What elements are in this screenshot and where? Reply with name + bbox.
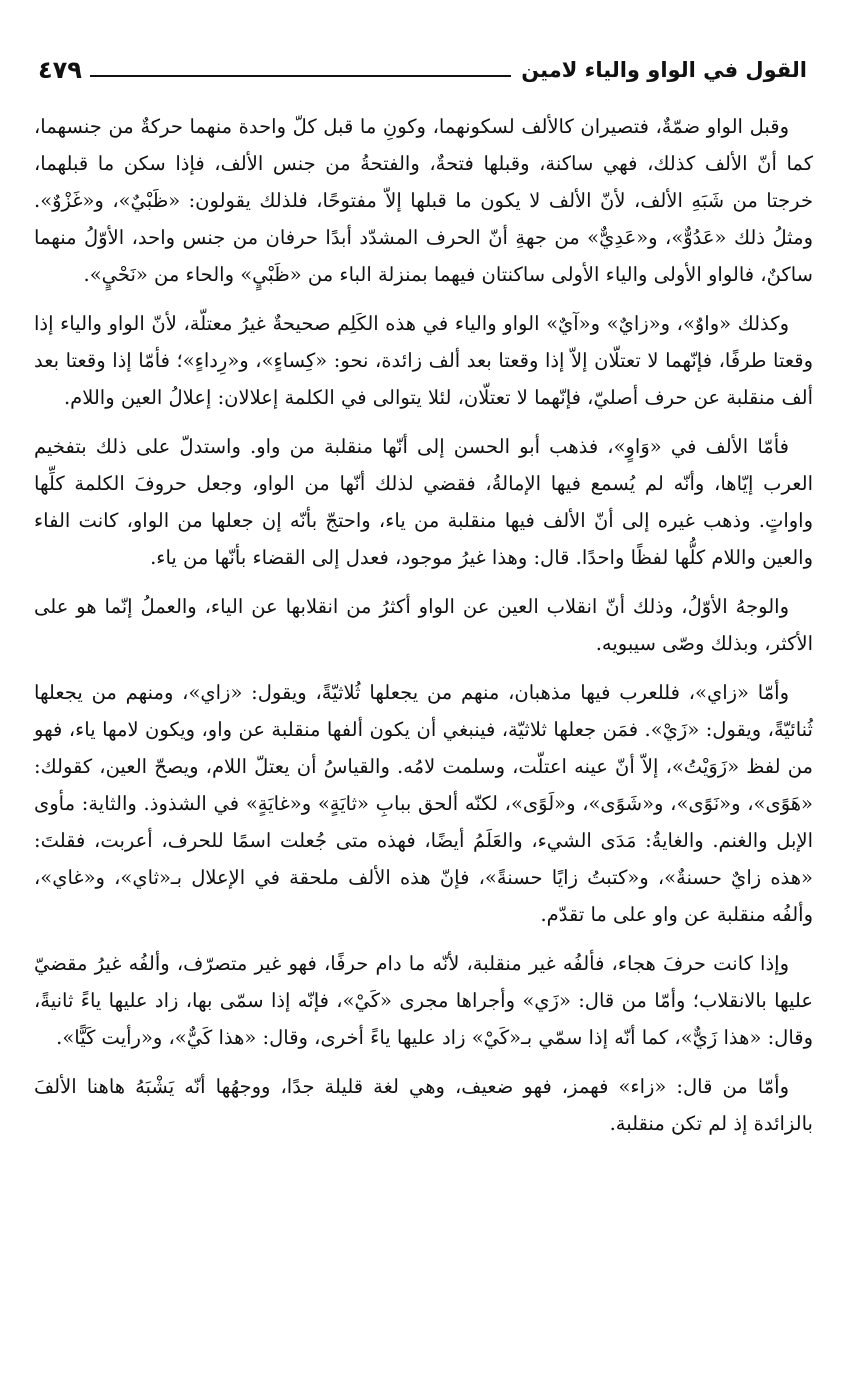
paragraph: وكذلك «واوٌ»، و«زايٌ» و«آيٌ» الواو والياء في هذه الكَلِم صحيحةٌ غيرُ معتلّة، لأنّ الواو والياء إذا وقعتا طرفًا، فإنّهما لا تعتلّان إلاّ إذا وقعتا بعد ألف زائدة، نحو: «كِساءٍ»، و«رِداءٍ»؛ فأمّا إذا وقعتا بعد ألف منقلبة عن حرف أصليّ، فإنّهما لا تعتلّان، لئلا يتوالى في الكلمة إعلالان: إعلالُ العين واللام.	[34, 312, 813, 409]
paragraph: وأمّا من قال: «زاء» فهمز، فهو ضعيف، وهي لغة قليلة جدًا، ووجهُها أنّه يَشْبَهُ هاهنا الألفَ بالزائدة إذ لم تكن منقلبة.	[34, 1075, 813, 1135]
paragraph: وإذا كانت حرفَ هجاء، فألفُه غير منقلبة، لأنّه ما دام حرفًا، فهو غير متصرّف، وألفُه غيرُ مقضيّ عليها بالانقلاب؛ وأمّا من قال: «زَي» وأجراها مجرى «كَيْ»، فإنّه إذا سمّى بها، زاد عليها ياءً ثانيةً، وقال: «هذا زَيٌّ»، كما أنّه إذا سمّي بـ«كَيْ» زاد عليها ياءً أخرى، وقال: «هذا كَيٌّ»، و«رأيت كَيًّا».	[34, 952, 813, 1049]
paragraph: وقبل الواو ضمّةٌ، فتصيران كالألف لسكونهما، وكونِ ما قبل كلّ واحدة منهما حركةٌ من جنسهما، كما أنّ الألف كذلك، فهي ساكنة، وقبلها فتحةٌ، والفتحةُ من جنس الألف، فإذا سكن ما قبلهما، خرجتا من شَبَهِ الألف، لأنّ الألف لا يكون ما قبلها إلاّ مفتوحًا، فلذلك يقولون: «ظَبْيٌ»، و«غَزْوٌ». ومثلُ ذلك «عَدُوٌّ»، و«عَدِيٌّ» من جهةِ أنّ الحرف المشدّد أبدًا حرفان من جنس واحد، الأوّلُ منهما ساكنٌ، فالواو الأولى والياء الأولى ساكنتان فيهما بمنزلة الباء من «ظَبْيٍ» والحاء من «نَحْيٍ».	[34, 115, 813, 286]
paragraph: فأمّا الألف في «وَاوٍ»، فذهب أبو الحسن إلى أنّها منقلبة من واو. واستدلّ على ذلك بتفخيم العرب إيّاها، وأنّه لم يُسمع فيها الإمالةُ، فقضي لذلك أنّها من الواو، وجعل حروفَ الكلمة كلِّها واواتٍ. وذهب غيره إلى أنّ الألف فيها منقلبة من ياء، واحتجّ بأنّه إن جعلها من الواو، كانت الفاء والعين واللام كلُّها لفظًا واحدًا. قال: وهذا غيرُ موجود، فعدل إلى القضاء بأنّها من ياء.	[34, 435, 813, 569]
running-head	[38, 52, 807, 88]
running-head-title: القول في الواو والياء لامين	[521, 58, 807, 82]
body-text	[34, 108, 813, 1154]
page-number: ٤٧٩	[38, 56, 82, 84]
header-rule	[90, 75, 511, 77]
paragraph: وأمّا «زاي»، فللعرب فيها مذهبان، منهم من يجعلها ثُلاثيّةً، ويقول: «زاي»، ومنهم من يجعلها ثُنائيّةً، ويقول: «زَيْ». فمَن جعلها ثلاثيّة، فينبغي أن يكون ألفها منقلبة عن واو، ويكون لامها ياء، فهو من لفظ «زَوَيْتُ»، إلاّ أنّ عينه اعتلّت، وسلمت لامُه. والقياسُ أن يعتلّ اللام، ويصحّ العين، كقولك: «هَوًى»، و«نَوًى»، و«شَوًى»، و«لَوًى»، لكنّه ألحق ببابِ «ثايَةٍ» و«غايَةٍ» في الشذوذ. والثاية: مأوى الإبل والغنم. والغايةُ: مَدَى الشيء، والعَلَمُ أيضًا، فهذه متى جُعلت اسمًا للحرف، أعربت، فقلتَ: «هذه زايٌ حسنةٌ»، و«كتبتُ زايًا حسنةً»، فإنّ هذه الألف ملحقة في الإعلال بـ«ثاي»، و«غاي»، وألفُه منقلبة عن واو على ما تقدّم.	[34, 681, 813, 926]
paragraph: والوجهُ الأوّلُ، وذلك أنّ انقلاب العين عن الواو أكثرُ من انقلابها عن الياء، والعملُ إنّما هو على الأكثر، وبذلك وصّى سيبويه.	[34, 595, 813, 655]
